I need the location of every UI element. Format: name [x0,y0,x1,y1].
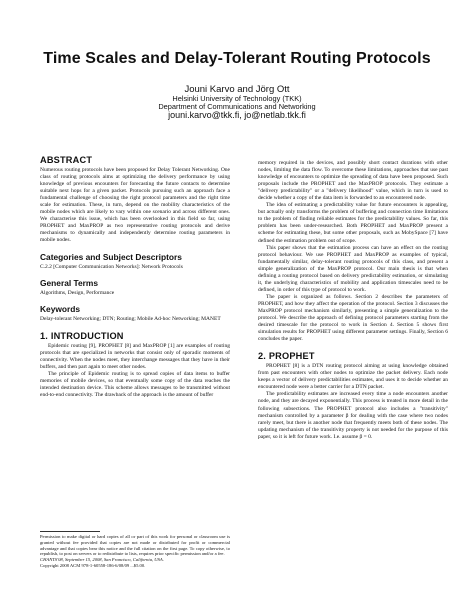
author-block [0,85,474,120]
footnote-permission: Permission to make digital or hard copies of all or part of this work for personal or classroom use is granted without fee provided that copies are not made or distributed for profit or commercial advantage and that copies bear this notice and the full citation on the first page. To copy otherwise, to republish, to post on servers or to redistribute to lists, requires prior specific permission and/or a fee. [40,534,230,557]
keywords-heading: Keywords [40,303,81,314]
body-paragraph-1: memory required in the devices, and possibly short contact durations with other nodes, limiting the data flow. To overcome these limitations, approaches that use past knowledge of encounters to optimize the spreading of data have been proposed. Such proposals include the PROPHET and the MaxPROP protocols. They estimate a "delivery predictability" or a "delivery likelihood" value, which in turn is used to decide whether a copy of the data item is forwarded to an encountered node. [258,160,448,202]
introduction-paragraph-2: The principle of Epidemic routing is to spread copies of data items to buffer memories of mobile devices, so that eventually some copy of the data reaches the intended destination device. This scheme allows messages to be transmitted without end-to-end connectivity. The drawback of the approach is the amount of buffer [40,370,230,398]
author-emails: jouni.karvo@tkk.fi, jo@netlab.tkk.fi [168,109,306,120]
categories-heading: Categories and Subject Descriptors [40,251,182,262]
author-names: Jouni Karvo and Jörg Ott [184,84,290,95]
abstract-text: Numerous routing protocols have been proposed for Delay Tolerant Networking. One class of routing protocols aims at optimizing the delivery performance by using knowledge of previous encounters for forecasting the future contacts to determine suitable next hops for a given packet. Protocols pursuing such an approach face a fundamental challenge of choosing the right protocol parameters and the right time scale for estimation. These, in turn, depend on the mobility characteristics of the mobile nodes which are likely to vary within one scenario and across different ones. We characterise this issue, which has been overlooked in this field so far, using PROPHET and MaxPROP as two representative routing protocols and derive mechanisms to dynamically and independently determine routing parameters in mobile nodes. [40,167,230,244]
abstract-heading: ABSTRACT [40,155,93,165]
body-paragraph-4: The paper is organized as follows. Section 2 describes the parameters of PROPHET, and how they affect the operation of the protocol. Section 3 discusses the MaxPROP protocol mechanism similarly, presenting a simple generalization to the protocol. We describe the approach of defining protocol parameters starting from the desired timescale for the protocol to work in Section 4. Section 5 shows first simulation results for PROPHET using different parameter settings. Finally, Section 6 concludes the paper. [258,293,448,343]
prophet-paragraph-1: PROPHET [8] is a DTN routing protocol aiming at using knowledge obtained from past encounters with other nodes to optimize the packet delivery. Each node keeps a vector of delivery predictabilities estimates, and uses it to decide whether an encountered node were a better carrier for a DTN packet. [258,363,448,391]
copyright-footnote [40,531,230,569]
footnote-rule [40,531,100,532]
prophet-heading: 2. PROPHET [258,351,315,362]
paper-title: Time Scales and Delay-Tolerant Routing Protocols [43,50,431,67]
footnote-venue: CHANTS'08, September 15, 2008, San Francisco, California, USA. [40,557,164,563]
affiliation-university: Helsinki University of Technology (TKK) [172,93,302,103]
footnote-copyright: Copyright 2008 ACM 978-1-60558-186-6/08/09 ...$5.00. [40,562,146,568]
categories-text: C.2.2 [Computer Communication Networks]: Network Protocols [40,263,183,270]
body-paragraph-2: The idea of estimating a predictability value for future encounters is appealing, but actually only transforms the problem of buffering and connection time limitations to the problem of finding reliable estimates for the predictability values. So far, this problem has been under-researched. Both PROPHET and MaxPROP present a scheme for estimating these, but some other proposals, such as MobySpace [7] have defined the estimation problem out of scope. [258,202,448,244]
body-paragraph-3: This paper shows that the estimation process can have an effect on the routing protocol behaviour. We use PROPHET and MaxPROP as examples of typical, fundamentally similar, delay-tolerant routing protocols of this class, and present a simple generalization of the MaxPROP protocol. Our main thesis is that when defining a routing protocol based on delivery predictability estimation, or simulating it, the underlying characteristics of mobility and application timescales need to be defined, in order of this type of protocol to work. [258,244,448,293]
general-terms-heading: General Terms [40,277,99,288]
prophet-paragraph-2: The predictability estimates are increased every time a node encounters another node, and they are decayed exponentially. This process is treated in more detail in the following subsections. The PROPHET protocol also includes a "transitivity" mechanism controlled by a parameter β for dealing with the case where two nodes rarely meet, but there is another node that frequently meets both of these nodes. The updating mechanism of the transitivity property is not needed for the purpose of this paper, so it is left for future work. I.e. assume β = 0. [258,391,448,440]
keywords-text: Delay-tolerant Networking; DTN; Routing; Mobile Ad-hoc Networking; MANET [40,315,221,322]
affiliation-department: Department of Communications and Networking [158,101,316,111]
left-column [40,155,230,399]
introduction-paragraph-1: Epidemic routing [9], PROPHET [8] and MaxPROP [1] are examples of routing protocols that are specialized in networks that consist only of sporadic moments of connectivity. When the nodes meet, they interchange messages that they have in their buffers, and then part again to meet other nodes. [40,342,230,370]
introduction-heading: 1. INTRODUCTION [40,330,124,341]
general-terms-text: Algorithms, Design, Performance [40,289,115,296]
right-column [258,160,448,441]
